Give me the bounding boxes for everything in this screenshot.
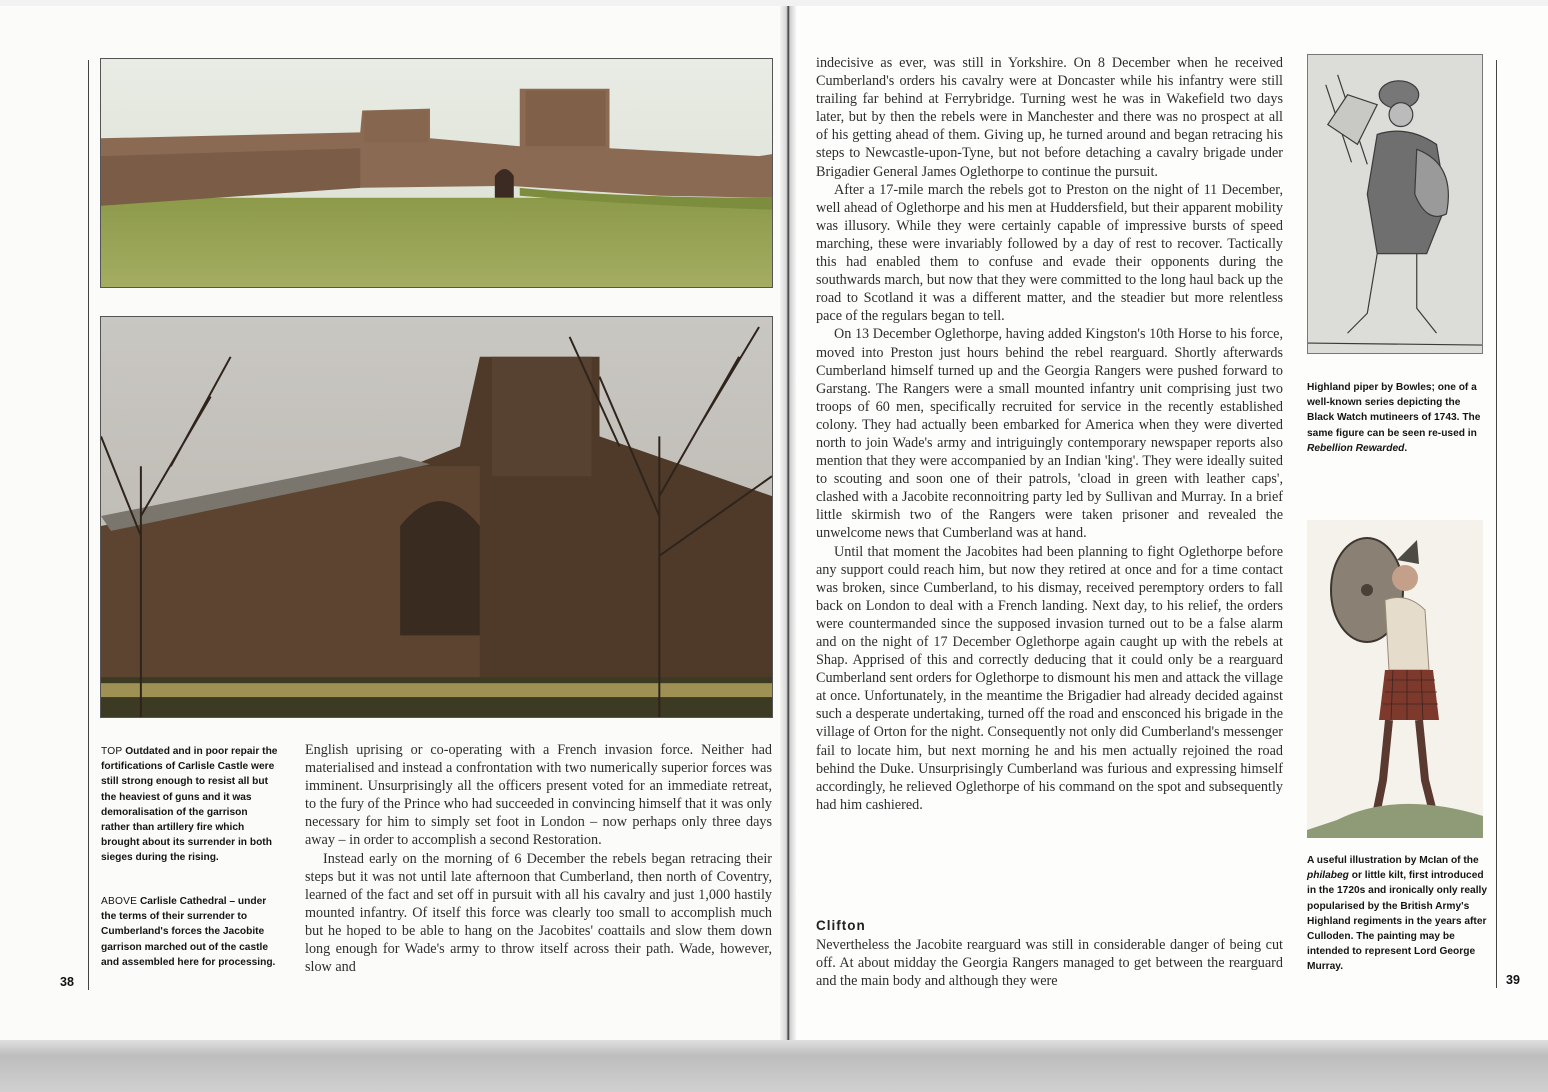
left-body-column <box>305 741 772 976</box>
right-body-paragraph: Until that moment the Jacobites had been planning to fight Oglethorpe before any support could reach him, but now they retired at once and for a time contact was broken, since Cumberland, to his dismay, received peremptory orders to fall back on London to deal with a French landing. Next day, to his relief, the orders were countermanded since the supposed invasion turned out to be a false alarm and on the night of 17 December Oglethorpe again caught up with the rebels at Shap. Apprised of this and correctly deducing that it could only be a rearguard Cumberland sent orders for Oglethorpe to dismount his men and attack the village at once. Unfortunately, in the meantime the Brigadier had already decided against such a desperate undertaking, turned off the road and ensconced his brigade in the village of Orton for the night. Consequently not only did Cumberland's messenger fail to locate him, but next morning he and his men actually rejoined the road behind the Duke. Unsurprisingly Cumberland was furious and expressing himself accordingly, he relieved Oglethorpe of his command on the spot and subsequently had him cashiered. <box>816 543 1283 813</box>
right-body-column-end <box>816 936 1283 990</box>
caption-piper-title: Rebellion Rewarded <box>1307 442 1405 454</box>
caption-kilt-text-end: or little kilt, first introduced in the 1720s and ironically only really popularised by the British Army's Highland regiments in the years after Culloden. The painting may be intended to represent Lord George Murray. <box>1307 870 1488 973</box>
carlisle-cathedral-image <box>101 317 772 717</box>
mcian-painting-image <box>1307 520 1483 838</box>
carlisle-cathedral-photo <box>100 316 773 718</box>
caption-above-text: Carlisle Cathedral – under the terms of their surrender to Cumberland's forces the Jacobite garrison marched out of the castle and assembled here for processing. <box>101 896 276 968</box>
page-top-edge <box>0 0 1548 6</box>
right-margin-rule <box>1496 60 1497 988</box>
carlisle-castle-photo <box>100 58 773 288</box>
book-gutter <box>780 0 796 1048</box>
caption-above-label: ABOVE <box>101 896 138 907</box>
highland-piper-illustration <box>1307 54 1483 354</box>
caption-piper <box>1307 380 1489 456</box>
left-margin-rule <box>88 60 89 990</box>
page-number-right: 39 <box>1506 973 1520 987</box>
caption-kilt-term: philabeg <box>1307 870 1349 882</box>
right-body-paragraph: After a 17-mile march the rebels got to Preston on the night of 11 December, well ahead of Oglethorpe and his men at Huddersfield, but their apparent mobility was illusory. While they were certainly capable of impressive bursts of speed marching, these were invariably followed by a day of rest to recover. Tactically this had enabled them to confuse and evade their opponents during the southwards march, but now that they were committed to the long haul back up the road to Scotland it was a different matter, and the steadier but more relentless pace of the regulars began to tell. <box>816 181 1283 325</box>
caption-piper-text: Highland piper by Bowles; one of a well-known series depicting the Black Watch mutineers of 1743. The same figure can be seen re-used in <box>1307 382 1481 439</box>
carlisle-castle-image <box>101 59 772 287</box>
section-heading: Clifton <box>816 918 866 933</box>
page-number-left: 38 <box>60 975 74 989</box>
caption-top-label: TOP <box>101 746 123 757</box>
right-body-paragraph: indecisive as ever, was still in Yorkshire. On 8 December when he received Cumberland's orders his cavalry were at Doncaster while his infantry were still trailing far behind at Ferrybridge. Turning west he was in Wakefield two days later, but by then the rebels were in Manchester and there was no prospect at all of his getting ahead of them. Giving up, he turned around and began retracing his steps to Newcastle-upon-Tyne, but not before detaching a cavalry brigade under Brigadier General James Oglethorpe to continue the pursuit. <box>816 55 1283 180</box>
mcian-philabeg-illustration <box>1307 520 1483 838</box>
left-body-paragraph: Instead early on the morning of 6 December the rebels began retracing their steps but it was not until late afternoon that Cumberland, then north of Coventry, learned of the fact and set off in pursuit with all his cavalry and just 1,000 hastily mounted infantry. Of itself this force was clearly too small to accomplish much but he hoped to be able to hang on the Jacobites' coattails and slow them down long enough for Wade's army to throw itself across their path. Wade, however, slow and <box>305 850 772 976</box>
left-body-paragraph: English uprising or co-operating with a French invasion force. Neither had materialised and instead a confrontation with two numerically superior forces was imminent. Unsurprisingly all the officers present voted for an immediate retreat, to the fury of the Prince who had succeeded in convincing himself that it was only necessary for him to simply set foot in London – now perhaps only three days away – in order to accomplish a second Restoration. <box>305 742 772 849</box>
piper-engraving-image <box>1308 55 1482 353</box>
caption-castle <box>101 744 279 866</box>
page-bottom-shadow <box>0 1040 1548 1092</box>
right-body-paragraph: Nevertheless the Jacobite rearguard was still in considerable danger of being cut off. At about midday the Georgia Rangers managed to get between the rearguard and the main body and although they were <box>816 937 1283 990</box>
caption-top-text: Outdated and in poor repair the fortifications of Carlisle Castle were still strong enough to resist all but the heaviest of guns and it was demoralisation of the garrison rather than artillery fire which brought about its surrender in both sieges during the rising. <box>101 746 278 864</box>
caption-kilt-text: A useful illustration by McIan of the <box>1307 855 1479 866</box>
caption-piper-end: . <box>1404 442 1408 454</box>
caption-cathedral <box>101 894 279 970</box>
right-body-column <box>816 54 1283 814</box>
caption-philabeg <box>1307 853 1489 975</box>
right-body-paragraph: On 13 December Oglethorpe, having added Kingston's 10th Horse to his force, moved into Preston just hours behind the rebel rearguard. Shortly afterwards Cumberland himself turned up and the Georgia Rangers were pushed forward to Garstang. The Rangers were a small mounted infantry unit comprising just two troops of 60 men, specifically recruited for service in the recently established colony. They had actually been embarked for America when they were diverted north to join Wade's army and intriguingly contemporary newspaper reports also mention that they were accompanied by an Indian 'king'. They were ideally suited to scouting and soon one of their patrols, 'cload in green with leather caps', clashed with a Jacobite reconnoitring party led by Sullivan and Murray. In a brief little skirmish two of the Rangers were taken prisoner and revealed the unwelcome news that Cumberland was at hand. <box>816 326 1283 542</box>
